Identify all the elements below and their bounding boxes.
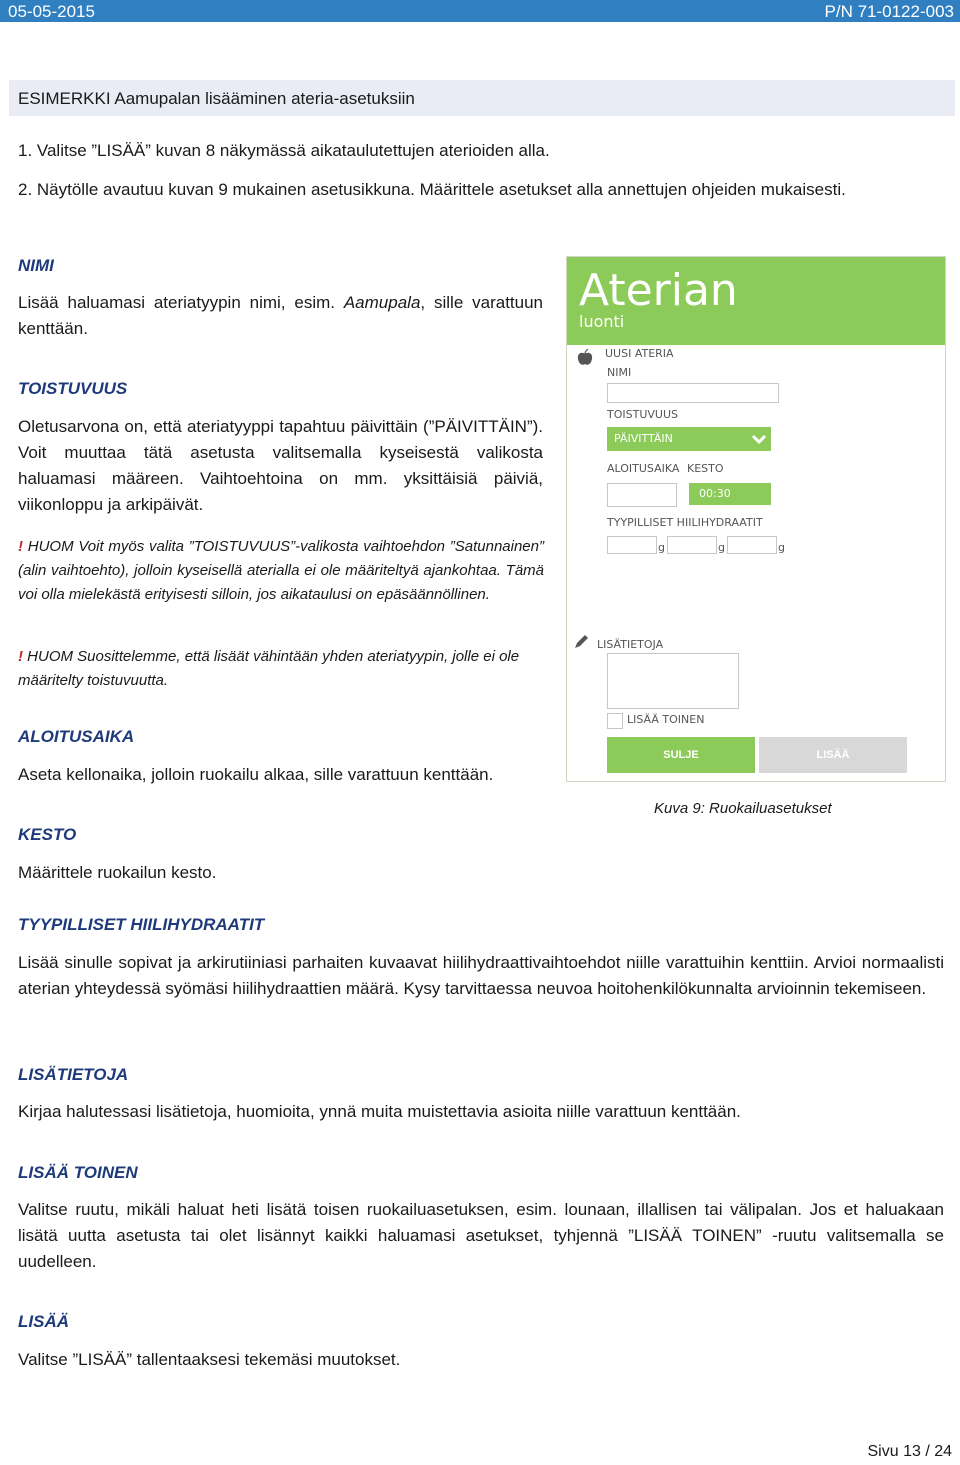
pencil-icon bbox=[572, 633, 590, 651]
carb-input-3[interactable] bbox=[727, 536, 777, 554]
step-1: 1. Valitse ”LISÄÄ” kuvan 8 näkymässä aikataulutettujen aterioiden alla. bbox=[18, 141, 550, 160]
repeat-select[interactable] bbox=[607, 427, 771, 451]
carb-unit-2: g bbox=[718, 541, 725, 554]
figure-header bbox=[567, 257, 945, 345]
duration-value: 00:30 bbox=[699, 487, 731, 500]
note-satunnainen: ! HUOM Voit myös valita ”TOISTUVUUS”-valikosta vaihtoehdon ”Satunnainen” (alin vaihtoehto), jolloin kyseisellä aterialla ei ole määriteltyä ajankohtaa. Tämä voi olla mielekästä erityisesti silloin, jos aikataulusi on epäsäännöllinen. bbox=[18, 538, 544, 603]
duration-label: KESTO bbox=[687, 462, 724, 475]
name-label: NIMI bbox=[607, 366, 632, 379]
add-another-checkbox[interactable] bbox=[607, 713, 623, 729]
carb-input-1[interactable] bbox=[607, 536, 657, 554]
kesto-text: Määrittele ruokailun kesto. bbox=[18, 863, 217, 882]
heading-aloitusaika: ALOITUSAIKA bbox=[18, 727, 135, 746]
hiilihydraatit-text: Lisää sinulle sopivat ja arkirutiiniasi parhaiten kuvaavat hiilihydraattivaihtoehdot niille varattuihin kenttiin. Arvioi normaalisti aterian yhteydessä syömäsi hiilihydraattien määrä. Kysy tarvittaessa neuvoa hoitohenkilökunnalta arvioinnin tekemiseen. bbox=[18, 953, 944, 998]
add-button[interactable]: LISÄÄ bbox=[759, 737, 907, 773]
heading-lisaa: LISÄÄ bbox=[18, 1312, 69, 1331]
nimi-text: Lisää haluamasi ateriatyypin nimi, esim. Aamupala, sille varattuun kenttään. bbox=[18, 293, 544, 338]
apple-icon bbox=[577, 349, 593, 367]
heading-lisaa-toinen: LISÄÄ TOINEN bbox=[18, 1163, 138, 1182]
heading-toistuvuus: TOISTUVUUS bbox=[18, 379, 128, 398]
chevron-down-icon bbox=[751, 432, 767, 446]
example-title: ESIMERKKI Aamupalan lisääminen ateria-asetuksiin bbox=[18, 89, 415, 108]
header-date: 05-05-2015 bbox=[8, 2, 95, 21]
duration-select[interactable] bbox=[689, 483, 771, 505]
note-recommendation: ! HUOM Suosittelemme, että lisäät vähintään yhden ateriatyypin, jolle ei ole määritelty toistuvuutta. bbox=[18, 648, 520, 689]
lisatietoja-text: Kirjaa halutessasi lisätietoja, huomioita, ynnä muita muistettavia asioita niille varattuun kenttään. bbox=[18, 1102, 741, 1121]
start-label: ALOITUSAIKA bbox=[607, 462, 680, 475]
start-time-input[interactable] bbox=[607, 483, 677, 507]
carb-input-2[interactable] bbox=[667, 536, 717, 554]
heading-nimi: NIMI bbox=[18, 256, 54, 275]
heading-hiilihydraatit: TYYPILLISET HIILIHYDRAATIT bbox=[18, 915, 265, 934]
meal-creation-figure bbox=[566, 256, 946, 782]
info-textarea[interactable] bbox=[607, 653, 739, 709]
repeat-value: PÄIVITTÄIN bbox=[614, 432, 673, 445]
carb-unit-1: g bbox=[658, 541, 665, 554]
toistuvuus-text: Oletusarvona on, että ateriatyyppi tapahtuu päivittäin (”PÄIVITTÄIN”). Voit muuttaa tätä asetusta valitsemalla kyseisestä valikosta haluamasi määreen. Vaihtoehtoina on mm. yksittäisiä päiviä, viikonloppu ja arkipäivät. bbox=[18, 417, 543, 514]
lisaa-text: Valitse ”LISÄÄ” tallentaaksesi tekemäsi muutokset. bbox=[18, 1350, 401, 1369]
page-header bbox=[0, 0, 960, 22]
add-another-label: LISÄÄ TOINEN bbox=[627, 713, 705, 726]
figure-subtitle: luonti bbox=[579, 312, 625, 331]
page-number: Sivu 13 / 24 bbox=[867, 1443, 952, 1460]
heading-kesto: KESTO bbox=[18, 825, 77, 844]
step-2: 2. Näytölle avautuu kuvan 9 mukainen asetusikkuna. Määrittele asetukset alla annettujen ohjeiden mukaisesti. bbox=[18, 180, 846, 199]
info-label: LISÄTIETOJA bbox=[597, 638, 664, 651]
close-button[interactable]: SULJE bbox=[607, 737, 755, 773]
header-part-number: P/N 71-0122-003 bbox=[824, 2, 954, 21]
carbs-label: TYYPILLISET HIILIHYDRAATIT bbox=[607, 516, 763, 529]
repeat-label: TOISTUVUUS bbox=[607, 408, 678, 421]
heading-lisatietoja: LISÄTIETOJA bbox=[18, 1065, 129, 1084]
section-label: UUSI ATERIA bbox=[605, 347, 674, 360]
figure-caption: Kuva 9: Ruokailuasetukset bbox=[654, 800, 832, 817]
figure-title: Aterian bbox=[579, 265, 738, 316]
name-input[interactable] bbox=[607, 383, 779, 403]
lisaa-toinen-text: Valitse ruutu, mikäli haluat heti lisätä toisen ruokailuasetuksen, esim. lounaan, illallisen tai välipalan. Jos et haluakaan lisätä uutta asetusta tai olet lisännyt kaikki haluamasi asetukset, tyhjennä ”LISÄÄ TOINEN” -ruutu valitsemalla se uudelleen. bbox=[18, 1200, 944, 1271]
carb-unit-3: g bbox=[778, 541, 785, 554]
aloitusaika-text: Aseta kellonaika, jolloin ruokailu alkaa, sille varattuun kenttään. bbox=[18, 765, 494, 784]
